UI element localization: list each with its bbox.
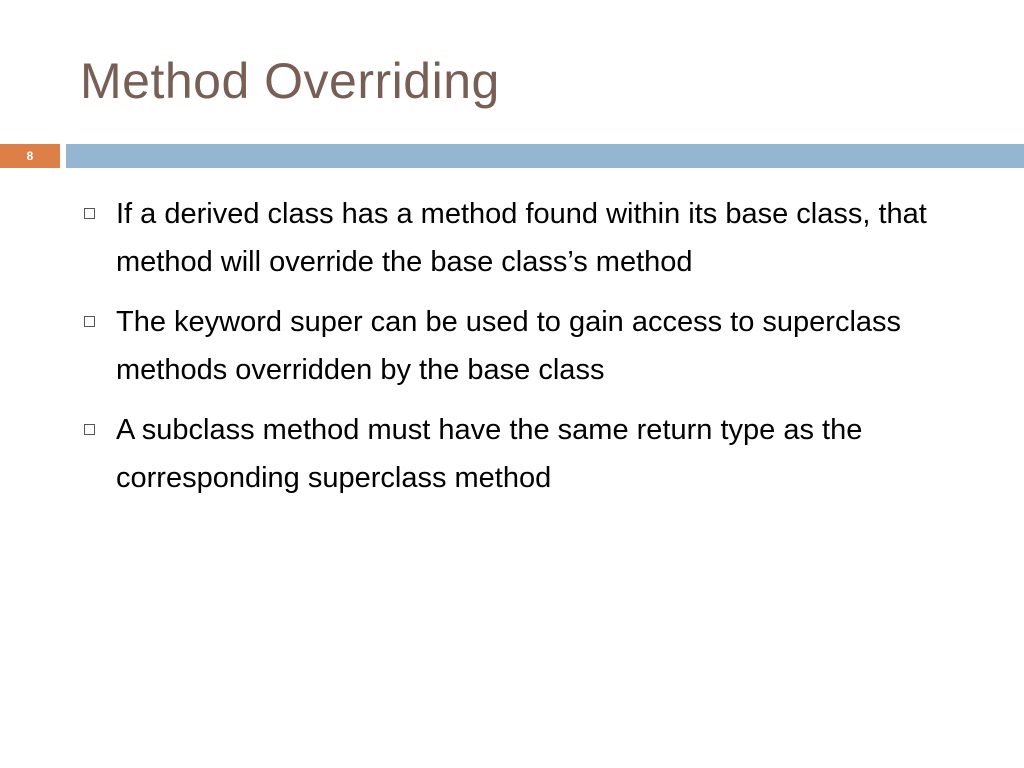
slide-title: Method Overriding: [80, 53, 500, 109]
square-bullet-icon: [84, 208, 95, 219]
bullet-item: [84, 298, 964, 394]
bullet-item: [84, 406, 964, 502]
bullet-item: [84, 190, 964, 286]
bullet-text: If a derived class has a method found within its base class, that method will override the base class’s method: [116, 198, 927, 278]
square-bullet-icon: [84, 316, 95, 327]
bullet-list: [84, 190, 964, 514]
bullet-text: The keyword super can be used to gain access to superclass methods overridden by the base class: [116, 306, 902, 386]
title-accent-bar: [66, 144, 1024, 168]
square-bullet-icon: [84, 424, 95, 435]
bullet-text: A subclass method must have the same return type as the corresponding superclass method: [116, 414, 863, 494]
slide-number-badge: 8: [0, 144, 60, 168]
